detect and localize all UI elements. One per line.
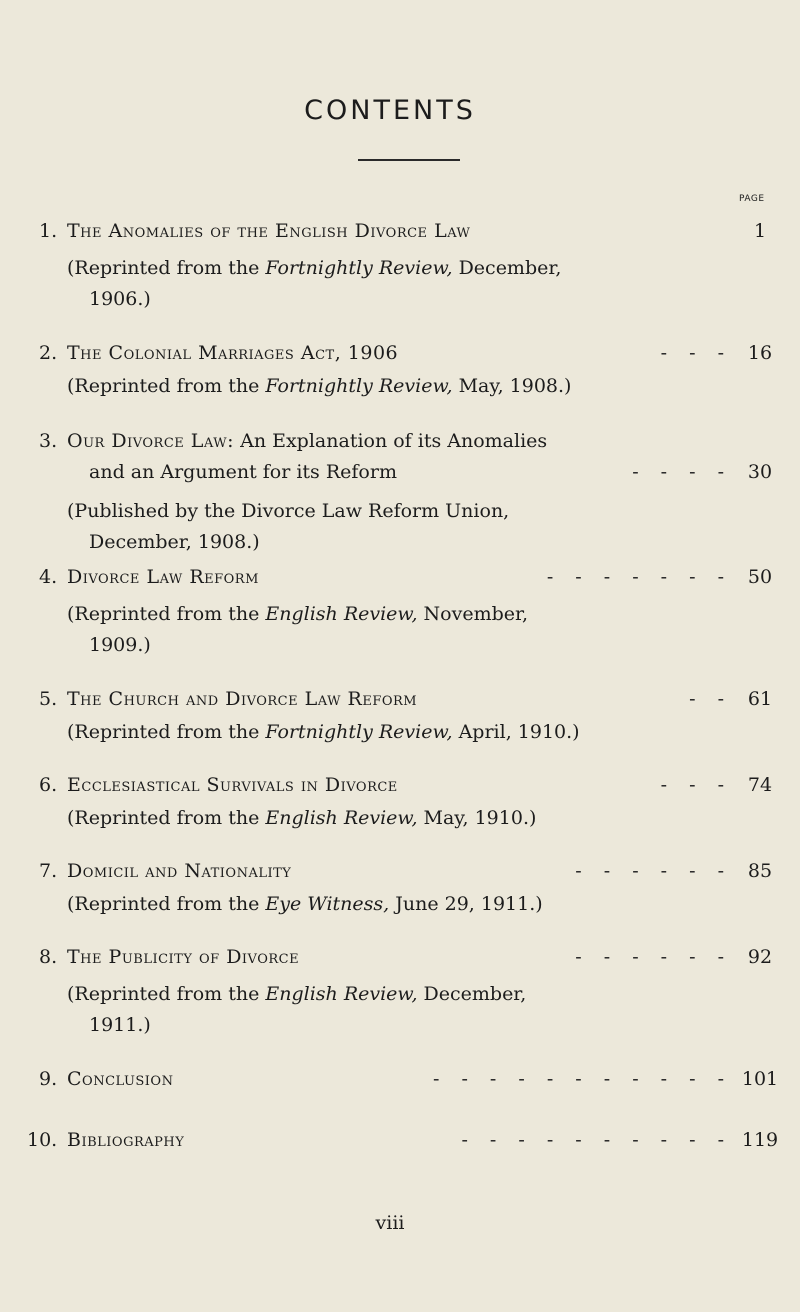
leader-dots: - - - - - - - [546,566,732,588]
page-title: CONTENTS [304,95,476,126]
entry-page: 30 [747,461,773,483]
entry-title: Domicil and Nationality [67,860,292,882]
leader-dots: - - - - - - - - - - - [432,1068,732,1090]
leader-dots: - - - - [632,461,732,483]
entry-number: 5. [39,688,58,710]
entry-title: Divorce Law Reform [67,566,259,588]
entry-number: 3. [39,430,58,452]
entry-title-cont: An Explanation of its Anomalies [234,430,548,452]
leader-dots: - - - - - - [575,946,732,968]
entry-note: (Reprinted from the Fortnightly Review, May, 1908.) [67,375,572,397]
entry-number: 6. [39,774,58,796]
entry-title: Conclusion [67,1068,174,1090]
entry-number: 7. [39,860,58,882]
entry-title: Ecclesiastical Survivals in Divorce [67,774,398,796]
entry-number: 9. [39,1068,58,1090]
entry-page: 16 [747,342,773,364]
entry-number: 2. [39,342,58,364]
entry-number: 10. [27,1129,58,1151]
entry-note: (Reprinted from the English Review, December, 1911.) [67,983,527,1036]
entry-title-line2: and an Argument for its Reform [89,461,397,483]
entry-title: The Colonial Marriages Act, 1906 [67,342,399,364]
leader-dots: - - - - - - [575,860,732,882]
entry-number: 4. [39,566,58,588]
entry-page: 74 [747,774,773,796]
entry-title: Our Divorce Law: [67,430,235,452]
entry-page: 101 [741,1068,779,1090]
page-number-footer: viii [375,1212,405,1234]
entry-title: The Church and Divorce Law Reform [67,688,418,710]
entry-number: 8. [39,946,58,968]
entry-note: (Reprinted from the Eye Witness, June 29, 1911.) [67,893,543,915]
entry-page: 50 [747,566,773,588]
entry-title: Bibliography [67,1129,185,1151]
entry-page: 92 [747,946,773,968]
entry-note: (Published by the Divorce Law Reform Union, December, 1908.) [67,500,510,553]
leader-dots: - - - [660,774,732,796]
entry-title: The Publicity of Divorce [67,946,300,968]
entry-page: 85 [747,860,773,882]
title-rule [358,159,460,161]
entry-note: (Reprinted from the Fortnightly Review, April, 1910.) [67,721,580,743]
entry-note: (Reprinted from the English Review, May, 1910.) [67,807,537,829]
entry-note: (Reprinted from the Fortnightly Review, December, 1906.) [67,257,562,310]
entry-number: 1. [39,220,58,242]
leader-dots: - - [689,688,732,710]
leader-dots: - - - [660,342,732,364]
entry-title: The Anomalies of the English Divorce Law [67,220,471,242]
entry-note: (Reprinted from the English Review, November, 1909.) [67,603,529,656]
entry-page: 119 [741,1129,779,1151]
entry-page: 61 [747,688,773,710]
leader-dots: - - - - - - - - - - [461,1129,732,1151]
page-column-header: PAGE [739,194,765,204]
entry-page: 1 [753,220,767,242]
